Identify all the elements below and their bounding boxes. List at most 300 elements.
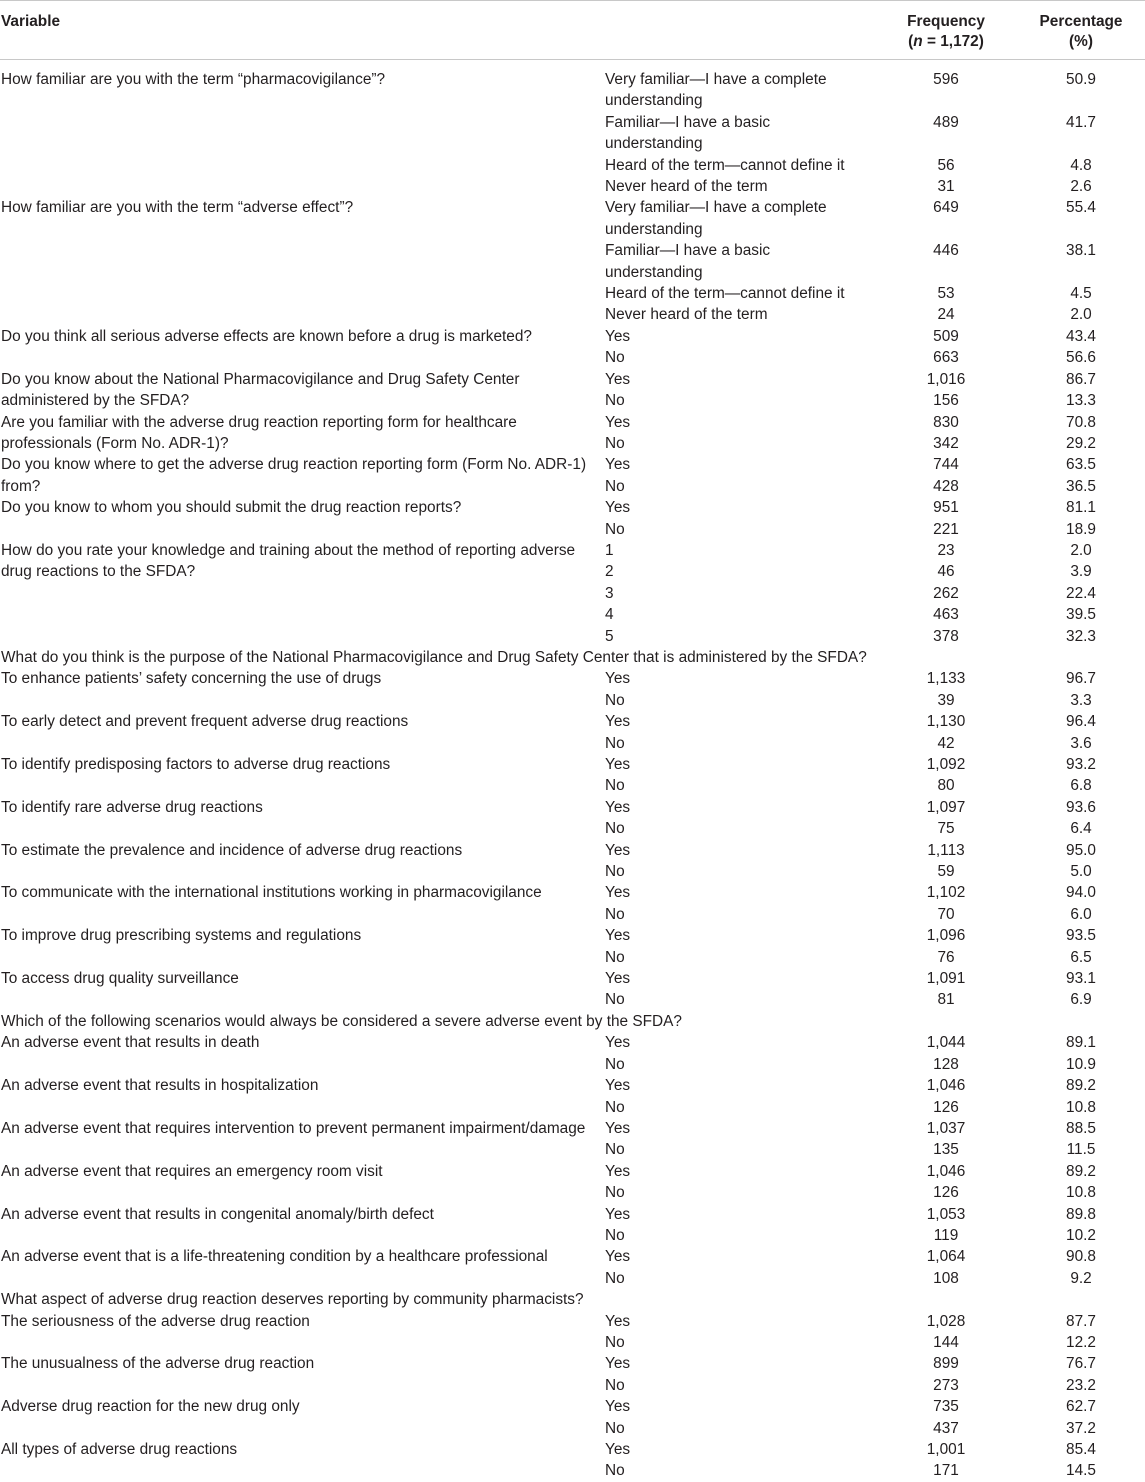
- answer-cell: No: [605, 905, 625, 923]
- frequency-cell: 171: [933, 1462, 959, 1480]
- frequency-cell: 463: [933, 606, 959, 624]
- table-row: [0, 1097, 1145, 1118]
- percentage-cell: 93.1: [1066, 970, 1096, 988]
- section-heading: What do you think is the purpose of the National Pharmacovigilance and Drug Safety Center that is administered by the SFDA?: [1, 648, 867, 666]
- answer-cell: No: [605, 392, 625, 410]
- question-cell: [0, 775, 603, 796]
- question-cell: To improve drug prescribing systems and regulations: [1, 927, 362, 945]
- frequency-cell: 1,053: [926, 1205, 966, 1223]
- answer-cell: No: [605, 948, 625, 966]
- frequency-cell: 899: [933, 1355, 959, 1373]
- table-row: [0, 711, 1145, 732]
- percentage-cell: 2.0: [1070, 541, 1092, 559]
- percentage-cell: 37.2: [1066, 1419, 1096, 1437]
- table-row: [0, 1353, 1145, 1374]
- variable-column-header: Variable: [0, 1, 875, 60]
- answer-cell: No: [605, 1098, 625, 1116]
- table-row: [0, 925, 1145, 946]
- table-row: [0, 1246, 1145, 1267]
- table-row: [0, 861, 1145, 882]
- table-row: [0, 304, 1145, 325]
- answer-cell: No: [605, 477, 625, 495]
- percentage-cell: 6.4: [1070, 820, 1092, 838]
- answer-cell: Yes: [605, 1355, 631, 1373]
- answer-cell: Yes: [605, 1205, 631, 1223]
- question-cell: Do you know where to get the adverse drug reaction reporting form (Form No. ADR-1) from?: [1, 456, 587, 495]
- question-cell: The unusualness of the adverse drug reaction: [1, 1355, 315, 1373]
- answer-cell: No: [605, 1226, 625, 1244]
- answer-cell: No: [605, 777, 625, 795]
- answer-cell: No: [605, 991, 625, 1009]
- frequency-cell: 135: [933, 1141, 959, 1159]
- table-row: [0, 1460, 1145, 1481]
- percentage-cell: 86.7: [1066, 370, 1096, 388]
- percentage-cell: 3.3: [1070, 691, 1092, 709]
- frequency-header-line1: Frequency: [907, 13, 985, 30]
- table-row: [0, 668, 1145, 689]
- frequency-cell: 1,096: [926, 927, 966, 945]
- table-row: [0, 283, 1145, 304]
- frequency-cell: 39: [937, 691, 955, 709]
- frequency-cell: 1,102: [926, 884, 966, 902]
- section-heading-row: [0, 1289, 1145, 1310]
- question-cell: Adverse drug reaction for the new drug only: [1, 1398, 300, 1416]
- question-cell: [0, 861, 603, 882]
- percentage-cell: 93.6: [1066, 798, 1096, 816]
- frequency-cell: 1,046: [926, 1077, 966, 1095]
- question-cell: An adverse event that results in hospitalization: [1, 1077, 319, 1095]
- answer-cell: Yes: [605, 1162, 631, 1180]
- question-cell: Are you familiar with the adverse drug reaction reporting form for healthcare professionals (Form No. ADR-1)?: [1, 413, 517, 452]
- frequency-cell: 56: [937, 156, 955, 174]
- answer-cell: Yes: [605, 1312, 631, 1330]
- question-cell: [0, 818, 603, 839]
- percentage-cell: 87.7: [1066, 1312, 1096, 1330]
- question-cell: To identify rare adverse drug reactions: [1, 798, 263, 816]
- frequency-cell: 1,016: [926, 370, 966, 388]
- question-cell: [0, 1332, 603, 1353]
- answer-cell: Yes: [605, 327, 631, 345]
- frequency-cell: 42: [937, 734, 955, 752]
- percentage-cell: 90.8: [1066, 1248, 1096, 1266]
- percentage-cell: 10.8: [1066, 1098, 1096, 1116]
- table-row: [0, 583, 1145, 604]
- answer-cell: 2: [605, 563, 614, 581]
- table-row: [0, 1182, 1145, 1203]
- table-row: [0, 1375, 1145, 1396]
- answer-cell: Yes: [605, 927, 631, 945]
- section-heading-row: [0, 647, 1145, 668]
- answer-cell: Yes: [605, 670, 631, 688]
- percentage-cell: 4.8: [1070, 156, 1092, 174]
- answer-cell: No: [605, 434, 625, 452]
- table-header: [0, 1, 1145, 60]
- answer-cell: Familiar—I have a basic understanding: [605, 113, 771, 153]
- question-cell: [0, 947, 603, 968]
- question-cell: [0, 1268, 603, 1289]
- question-cell: [0, 1182, 603, 1203]
- question-cell: [0, 583, 603, 604]
- frequency-cell: 80: [937, 777, 955, 795]
- question-cell: An adverse event that results in death: [1, 1034, 260, 1052]
- table-row: [0, 1439, 1145, 1460]
- answer-cell: Yes: [605, 413, 631, 431]
- table-row: [0, 1396, 1145, 1417]
- question-cell: [0, 604, 603, 625]
- question-cell: [0, 1097, 603, 1118]
- answer-cell: No: [605, 1141, 625, 1159]
- percentage-cell: 95.0: [1066, 841, 1096, 859]
- section-heading: What aspect of adverse drug reaction deserves reporting by community pharmacists?: [1, 1291, 584, 1309]
- answer-cell: Yes: [605, 1248, 631, 1266]
- section-heading: Which of the following scenarios would always be considered a severe adverse event by the SFDA?: [1, 1012, 682, 1030]
- answer-cell: 1: [605, 541, 614, 559]
- percentage-cell: 41.7: [1066, 113, 1096, 131]
- frequency-cell: 489: [933, 113, 959, 131]
- percentage-cell: 36.5: [1066, 477, 1096, 495]
- answer-cell: Yes: [605, 884, 631, 902]
- frequency-cell: 649: [933, 199, 959, 217]
- percentage-cell: 85.4: [1066, 1441, 1096, 1458]
- table-row: [0, 604, 1145, 625]
- table-row: [0, 1032, 1145, 1053]
- answer-cell: Yes: [605, 456, 631, 474]
- question-cell: How familiar are you with the term “pharmacovigilance”?: [1, 71, 386, 88]
- question-cell: Do you think all serious adverse effects are known before a drug is marketed?: [1, 327, 532, 345]
- question-cell: [0, 733, 603, 754]
- table-row: [0, 1311, 1145, 1332]
- question-cell: [0, 240, 603, 283]
- frequency-cell: 830: [933, 413, 959, 431]
- percentage-cell: 13.3: [1066, 392, 1096, 410]
- answer-cell: No: [605, 1376, 625, 1394]
- question-cell: [0, 904, 603, 925]
- answer-cell: Yes: [605, 756, 631, 773]
- percentage-cell: 63.5: [1066, 456, 1096, 474]
- frequency-cell: 128: [933, 1055, 959, 1073]
- frequency-cell: 126: [933, 1098, 959, 1116]
- question-cell: [0, 626, 603, 647]
- frequency-cell: 76: [937, 948, 955, 966]
- table-row: [0, 1418, 1145, 1439]
- answer-cell: Yes: [605, 1077, 631, 1095]
- frequency-cell: 1,133: [926, 670, 966, 688]
- answer-cell: Yes: [605, 370, 631, 388]
- answer-cell: No: [605, 820, 625, 838]
- frequency-cell: 1,097: [926, 798, 966, 816]
- question-cell: [0, 989, 603, 1010]
- table-row: [0, 519, 1145, 540]
- answer-cell: No: [605, 1269, 625, 1287]
- frequency-cell: 378: [933, 627, 959, 645]
- question-cell: To estimate the prevalence and incidence of adverse drug reactions: [1, 841, 463, 859]
- frequency-cell: 446: [933, 242, 959, 260]
- table-row: [0, 733, 1145, 754]
- table-row: [0, 775, 1145, 796]
- frequency-cell: 273: [933, 1376, 959, 1394]
- question-cell: [0, 1054, 603, 1075]
- frequency-cell: 663: [933, 349, 959, 367]
- percentage-cell: 3.9: [1070, 563, 1092, 581]
- frequency-cell: 119: [933, 1226, 959, 1244]
- table-row: [0, 155, 1145, 176]
- percentage-cell: 4.5: [1070, 285, 1092, 303]
- percentage-cell: 56.6: [1066, 349, 1096, 367]
- table-row: [0, 882, 1145, 903]
- answer-cell: No: [605, 1462, 625, 1480]
- question-cell: [0, 690, 603, 711]
- percentage-cell: 14.5: [1066, 1462, 1096, 1480]
- frequency-cell: 53: [937, 285, 955, 303]
- frequency-cell: 156: [933, 392, 959, 410]
- percentage-cell: 32.3: [1066, 627, 1096, 645]
- percentage-cell: 6.5: [1070, 948, 1092, 966]
- answer-cell: Very familiar—I have a complete understanding: [605, 71, 827, 110]
- frequency-cell: 744: [933, 456, 959, 474]
- answer-cell: No: [605, 1055, 625, 1073]
- question-cell: To identify predisposing factors to adverse drug reactions: [1, 756, 391, 773]
- percentage-cell: 93.5: [1066, 927, 1096, 945]
- answer-cell: No: [605, 1419, 625, 1437]
- percentage-cell: 89.2: [1066, 1162, 1096, 1180]
- question-cell: How do you rate your knowledge and training about the method of reporting adverse drug reactions to the SFDA?: [1, 541, 576, 581]
- frequency-cell: 75: [937, 820, 955, 838]
- percentage-cell: 50.9: [1066, 71, 1096, 88]
- table-row: [0, 454, 1145, 475]
- table-row: [0, 347, 1145, 368]
- question-cell: All types of adverse drug reactions: [1, 1441, 238, 1458]
- table-row: [0, 1118, 1145, 1139]
- frequency-cell: 108: [933, 1269, 959, 1287]
- answer-cell: 4: [605, 606, 614, 624]
- question-cell: [0, 1139, 603, 1160]
- percentage-cell: 55.4: [1066, 199, 1096, 217]
- percentage-cell: 96.7: [1066, 670, 1096, 688]
- answer-cell: No: [605, 863, 625, 881]
- frequency-cell: 1,064: [926, 1248, 966, 1266]
- frequency-cell: 428: [933, 477, 959, 495]
- question-cell: The seriousness of the adverse drug reaction: [1, 1312, 310, 1330]
- percentage-cell: 38.1: [1066, 242, 1096, 260]
- table-row: [0, 412, 1145, 433]
- question-cell: How familiar are you with the term “adverse effect”?: [1, 199, 354, 217]
- question-cell: To access drug quality surveillance: [1, 970, 239, 988]
- table-row: [0, 1161, 1145, 1182]
- frequency-header-line2: (n = 1,172): [908, 32, 984, 50]
- answer-cell: Yes: [605, 713, 631, 731]
- answer-cell: No: [605, 1333, 625, 1351]
- answer-cell: Yes: [605, 499, 631, 517]
- answer-cell: No: [605, 520, 625, 538]
- question-cell: [0, 1375, 603, 1396]
- table-row: [0, 1332, 1145, 1353]
- answer-cell: No: [605, 734, 625, 752]
- percentage-cell: 89.8: [1066, 1205, 1096, 1223]
- frequency-cell: 1,130: [926, 713, 966, 731]
- frequency-cell: 1,091: [926, 970, 966, 988]
- percentage-cell: 6.8: [1070, 777, 1092, 795]
- table-row: [0, 1204, 1145, 1225]
- question-cell: An adverse event that requires intervention to prevent permanent impairment/damage: [1, 1119, 586, 1137]
- question-cell: [0, 304, 603, 325]
- percentage-cell: 6.0: [1070, 905, 1092, 923]
- question-cell: [0, 283, 603, 304]
- percentage-column-header: [1017, 1, 1145, 60]
- table-row: [0, 369, 1145, 390]
- answer-cell: Yes: [605, 798, 631, 816]
- table-row: [0, 1054, 1145, 1075]
- table-body: [0, 60, 1145, 1482]
- frequency-cell: 437: [933, 1419, 959, 1437]
- frequency-cell: 31: [937, 178, 955, 196]
- frequency-cell: 221: [933, 520, 959, 538]
- answer-cell: Very familiar—I have a complete understanding: [605, 199, 827, 238]
- table-row: [0, 112, 1145, 155]
- table-row: [0, 1225, 1145, 1246]
- percentage-cell: 10.8: [1066, 1184, 1096, 1202]
- table-row: [0, 60, 1145, 112]
- frequency-cell: 23: [937, 541, 955, 559]
- answer-cell: Yes: [605, 1034, 631, 1052]
- frequency-cell: 509: [933, 327, 959, 345]
- frequency-cell: 1,028: [926, 1312, 966, 1330]
- percentage-cell: 23.2: [1066, 1376, 1096, 1394]
- percentage-cell: 88.5: [1066, 1119, 1096, 1137]
- percentage-header-line1: Percentage: [1039, 13, 1123, 30]
- table-row: [0, 968, 1145, 989]
- frequency-cell: 81: [937, 991, 955, 1009]
- percentage-cell: 12.2: [1066, 1333, 1096, 1351]
- table-row: [0, 797, 1145, 818]
- question-cell: [0, 1225, 603, 1246]
- answer-cell: No: [605, 1184, 625, 1202]
- answer-cell: Yes: [605, 1119, 631, 1137]
- percentage-cell: 81.1: [1066, 499, 1096, 517]
- answer-cell: Yes: [605, 841, 631, 859]
- answer-cell: Never heard of the term: [605, 306, 768, 324]
- percentage-cell: 70.8: [1066, 413, 1096, 431]
- answer-cell: Yes: [605, 1441, 631, 1458]
- percentage-cell: 76.7: [1066, 1355, 1096, 1373]
- frequency-cell: 24: [937, 306, 955, 324]
- table-row: [0, 840, 1145, 861]
- table-row: [0, 1268, 1145, 1289]
- answer-cell: Never heard of the term: [605, 178, 768, 196]
- frequency-cell: 262: [933, 584, 959, 602]
- table-row: [0, 626, 1145, 647]
- frequency-column-header: [875, 1, 1017, 60]
- table-row: [0, 497, 1145, 518]
- table-row: [0, 818, 1145, 839]
- table-row: [0, 176, 1145, 197]
- table-row: [0, 989, 1145, 1010]
- percentage-cell: 10.2: [1066, 1226, 1096, 1244]
- table-row: [0, 240, 1145, 283]
- percentage-cell: 62.7: [1066, 1398, 1096, 1416]
- table-row: [0, 197, 1145, 240]
- frequency-cell: 59: [937, 863, 955, 881]
- table-row: [0, 1075, 1145, 1096]
- percentage-cell: 29.2: [1066, 434, 1096, 452]
- question-cell: Do you know about the National Pharmacovigilance and Drug Safety Center administered by the SFDA?: [1, 370, 520, 410]
- question-cell: To enhance patients’ safety concerning the use of drugs: [1, 670, 382, 688]
- question-cell: An adverse event that results in congenital anomaly/birth defect: [1, 1205, 434, 1223]
- frequency-cell: 1,037: [926, 1119, 966, 1137]
- question-cell: [0, 1418, 603, 1439]
- answer-cell: No: [605, 691, 625, 709]
- table-row: [0, 904, 1145, 925]
- frequency-cell: 735: [933, 1398, 959, 1416]
- percentage-cell: 39.5: [1066, 606, 1096, 624]
- answer-cell: No: [605, 349, 625, 367]
- answer-cell: Heard of the term—cannot define it: [605, 285, 845, 303]
- answer-cell: Yes: [605, 970, 631, 988]
- frequency-cell: 126: [933, 1184, 959, 1202]
- percentage-cell: 93.2: [1066, 756, 1096, 773]
- frequency-cell: 46: [937, 563, 955, 581]
- table-row: [0, 947, 1145, 968]
- question-cell: To early detect and prevent frequent adverse drug reactions: [1, 713, 409, 731]
- frequency-cell: 1,001: [926, 1441, 966, 1458]
- percentage-cell: 94.0: [1066, 884, 1096, 902]
- question-cell: To communicate with the international institutions working in pharmacovigilance: [1, 884, 542, 902]
- answer-cell: Familiar—I have a basic understanding: [605, 242, 771, 281]
- table-row: [0, 1139, 1145, 1160]
- frequency-cell: 1,092: [926, 756, 966, 773]
- percentage-cell: 22.4: [1066, 584, 1096, 602]
- frequency-cell: 951: [933, 499, 959, 517]
- percentage-cell: 2.6: [1070, 178, 1092, 196]
- percentage-cell: 89.2: [1066, 1077, 1096, 1095]
- answer-cell: Yes: [605, 1398, 631, 1416]
- frequency-cell: 70: [937, 905, 955, 923]
- question-cell: Do you know to whom you should submit the drug reaction reports?: [1, 499, 462, 517]
- question-cell: [0, 1460, 603, 1481]
- question-cell: [0, 347, 603, 368]
- percentage-cell: 11.5: [1066, 1141, 1096, 1159]
- question-cell: [0, 155, 603, 176]
- percentage-cell: 6.9: [1070, 991, 1092, 1009]
- table-row: [0, 326, 1145, 347]
- frequency-cell: 144: [933, 1333, 959, 1351]
- percentage-cell: 9.2: [1070, 1269, 1092, 1287]
- answer-cell: Heard of the term—cannot define it: [605, 156, 845, 174]
- section-heading-row: [0, 1011, 1145, 1032]
- percentage-cell: 18.9: [1066, 520, 1096, 538]
- percentage-cell: 2.0: [1070, 306, 1092, 324]
- percentage-header-line2: (%): [1069, 32, 1093, 50]
- percentage-cell: 89.1: [1066, 1034, 1096, 1052]
- frequency-cell: 596: [933, 71, 959, 88]
- answer-cell: 3: [605, 584, 614, 602]
- frequency-cell: 1,046: [926, 1162, 966, 1180]
- question-cell: An adverse event that is a life-threatening condition by a healthcare professional: [1, 1248, 548, 1266]
- percentage-cell: 3.6: [1070, 734, 1092, 752]
- frequency-cell: 1,113: [927, 841, 965, 859]
- table-row: [0, 754, 1145, 775]
- frequency-cell: 342: [933, 434, 959, 452]
- percentage-cell: 10.9: [1066, 1055, 1096, 1073]
- question-cell: [0, 176, 603, 197]
- percentage-cell: 5.0: [1070, 863, 1092, 881]
- table-row: [0, 690, 1145, 711]
- table-row: [0, 540, 1145, 561]
- question-cell: An adverse event that requires an emergency room visit: [1, 1162, 383, 1180]
- percentage-cell: 43.4: [1066, 327, 1096, 345]
- percentage-cell: 96.4: [1066, 713, 1096, 731]
- question-cell: [0, 112, 603, 155]
- answer-cell: 5: [605, 627, 614, 645]
